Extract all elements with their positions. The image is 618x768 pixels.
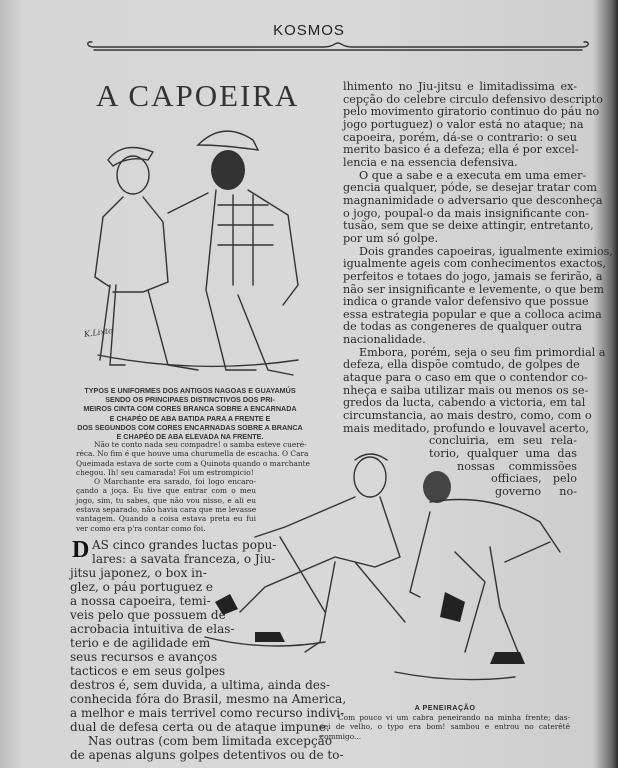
text-line: jogo portuguez) o valor está no ataque; na	[343, 117, 584, 131]
paragraph	[343, 244, 613, 347]
text-line: circumstancia, ao mais destro, como, com o	[343, 409, 592, 423]
caption-line: SENDO OS PRINCIPAES DISTINCTIVOS DOS PRI-	[105, 395, 275, 405]
text-line: indica o grande valor defensivo que possue	[343, 295, 589, 309]
text-line: sei de velho, o typo era bom! sambou e entrou no caterêtê	[320, 722, 570, 732]
text-line: Queimada estava de sorte com a Quinota quando o marchante	[76, 458, 311, 468]
drop-cap: D	[72, 537, 90, 563]
text-line: çando a joça. Eu tive que entrar com o meu	[76, 486, 256, 496]
text-line: o jogo, poupal-o da mais insignificante con-	[343, 206, 589, 220]
text-line: pelo movimento giratorio continuo do páu no	[343, 105, 600, 119]
caption-line: E CHAPÉO DE ABA ELEVADA NA FRENTE.	[116, 432, 264, 442]
caption-line: MEIROS CINTA COM CORES BRANCA SOBRE A ENCARNADA	[83, 404, 297, 414]
illustration-two-capoeiras	[88, 115, 323, 383]
paragraph	[343, 345, 606, 436]
right-column-text	[343, 80, 613, 499]
text-line: nacionalidade.	[343, 333, 426, 347]
text-line: nheça e saiba utilizar mais ou menos os se-	[343, 383, 589, 397]
text-line: merito basico é a defeza; ella é por excel-	[343, 143, 579, 157]
text-line: defeza, ella dispõe comtudo, de golpes de	[343, 358, 580, 372]
text-line: torio, qualquer uma das	[429, 447, 577, 461]
text-line: essa estrategia popular e que a colloca acima	[343, 307, 602, 321]
text-line: lares: a savata franceza, o Jiu-	[92, 552, 276, 566]
text-line: glez, o páu portuguez e	[70, 580, 213, 594]
text-line: jogo, sim, tu sabes, que não vou nisso, e ali eu	[76, 495, 256, 505]
text-line: dual de defesa certa ou de ataque impune.	[70, 720, 330, 734]
text-line: de apenas alguns golpes detentivos ou de to-	[70, 748, 344, 762]
text-line: commigo...	[320, 731, 362, 741]
paragraph	[70, 734, 344, 762]
text-line: gencia qualquer, póde, se desejar tratar com	[343, 181, 597, 195]
text-line: igualmente ageis com conhecimentos exactos,	[343, 257, 607, 271]
text-line: officiaes, pelo	[491, 472, 577, 486]
text-line: capoeira, porém, dá-se o contrario: o seu	[343, 130, 577, 144]
text-line: AS cinco grandes luctas popu-	[92, 538, 277, 552]
text-line: a nossa capoeira, temi-	[70, 594, 211, 608]
text-line: governo no-	[495, 485, 577, 498]
text-line: Não te conto nada seu compadre! o samba esteve cueré-	[94, 440, 307, 449]
text-line: conhecida fóra do Brasil, mesmo na America,	[70, 692, 347, 706]
text-line: chegou. Ih! seu camarada! Foi um estrompicio!	[76, 467, 254, 477]
text-line: seus recursos e avanços	[70, 650, 218, 664]
text-line: veis pelo que possuem de	[70, 608, 226, 622]
text-line: estava separado, não havia cara que me levasse	[76, 505, 257, 515]
text-line: nossas commissões	[457, 459, 577, 473]
text-line: terio e de agilidade em	[70, 636, 211, 650]
text-line: tacticos e em seus golpes	[70, 664, 226, 678]
text-line: por um só golpe.	[343, 231, 439, 245]
caption-line: TYPOS E UNIFORMES DOS ANTIGOS NAGOAS E GUAYAMÚS	[84, 386, 296, 395]
illustration1-signature: K.Lixto	[83, 326, 114, 339]
paragraph	[343, 168, 603, 246]
text-line: ver como era p'ra contar como foi.	[76, 523, 206, 533]
text-line: O Marchante era sarado, foi logo encaro-	[94, 477, 256, 487]
magazine-header: KOSMOS	[273, 22, 345, 39]
text-line: Dois grandes capoeiras, igualmente eximios,	[359, 244, 613, 258]
text-line: lencia e na essencia defensiva.	[343, 155, 518, 169]
article-title: A CAPOEIRA	[96, 78, 300, 113]
text-line: não ser insignificante e levemente, o que bem	[343, 282, 604, 296]
text-line: Embora, porém, seja o seu fim primordial a	[359, 345, 606, 359]
caption-line: DOS SEGUNDOS COM CORES ENCARNADAS SOBRE A BRANCA	[77, 422, 303, 432]
text-line: tusão, sem que se deixe attingir, entretanto,	[343, 219, 594, 233]
illustration2-caption-title: A PENEIRAÇÃO	[414, 703, 476, 712]
text-line: ataque para o caso em que o contendor co-	[343, 371, 588, 385]
paragraph	[343, 435, 577, 498]
paragraph	[343, 80, 603, 170]
text-line: mais meditado, profundo e louvavel acerto,	[343, 421, 589, 435]
paragraph	[70, 538, 347, 734]
illustration2-caption	[320, 703, 570, 741]
text-line: perfeitos e totaes do jogo, jamais se ferirão, a	[343, 269, 603, 283]
text-line: cepção do celebre circulo defensivo descripto	[343, 92, 603, 106]
text-line: Nas outras (com bem limitada excepção	[88, 734, 333, 748]
text-line: magnanimidade o adversario que desconheça	[343, 193, 603, 207]
text-line: réca. No fim é que houve uma churumella de escacha. O Cara	[76, 449, 309, 459]
text-line: a melhor e mais terrivel como recurso indivi-	[70, 706, 345, 720]
text-line: acrobacia intuitiva de elas-	[70, 622, 235, 636]
text-line: de todas as congeneres de qualquer outra	[343, 320, 583, 334]
text-line: O que a sabe e a executa em uma emer-	[359, 168, 587, 182]
text-line: destros é, sem duvida, a ultima, ainda des-	[70, 678, 331, 692]
text-line: gredos da lucta, cabendo a victoria, em tal	[343, 396, 586, 410]
text-line: concluiria, em seu rela-	[429, 434, 577, 448]
text-line: lhimento no Jiu-jitsu e limitadissima ex-	[343, 80, 577, 93]
text-line: Com pouco vi um cabra peneirando na minha frente; das-	[338, 712, 570, 722]
text-line: jitsu japonez, o box in-	[70, 566, 207, 580]
illustration1-caption	[66, 386, 314, 441]
caption-line: E CHAPÉO DE ABA BATIDA PARA A FRENTE E	[109, 413, 271, 423]
ornamental-rule	[84, 40, 592, 54]
text-line: vantagem. Quando a coisa estava preta eu fui	[76, 514, 256, 524]
